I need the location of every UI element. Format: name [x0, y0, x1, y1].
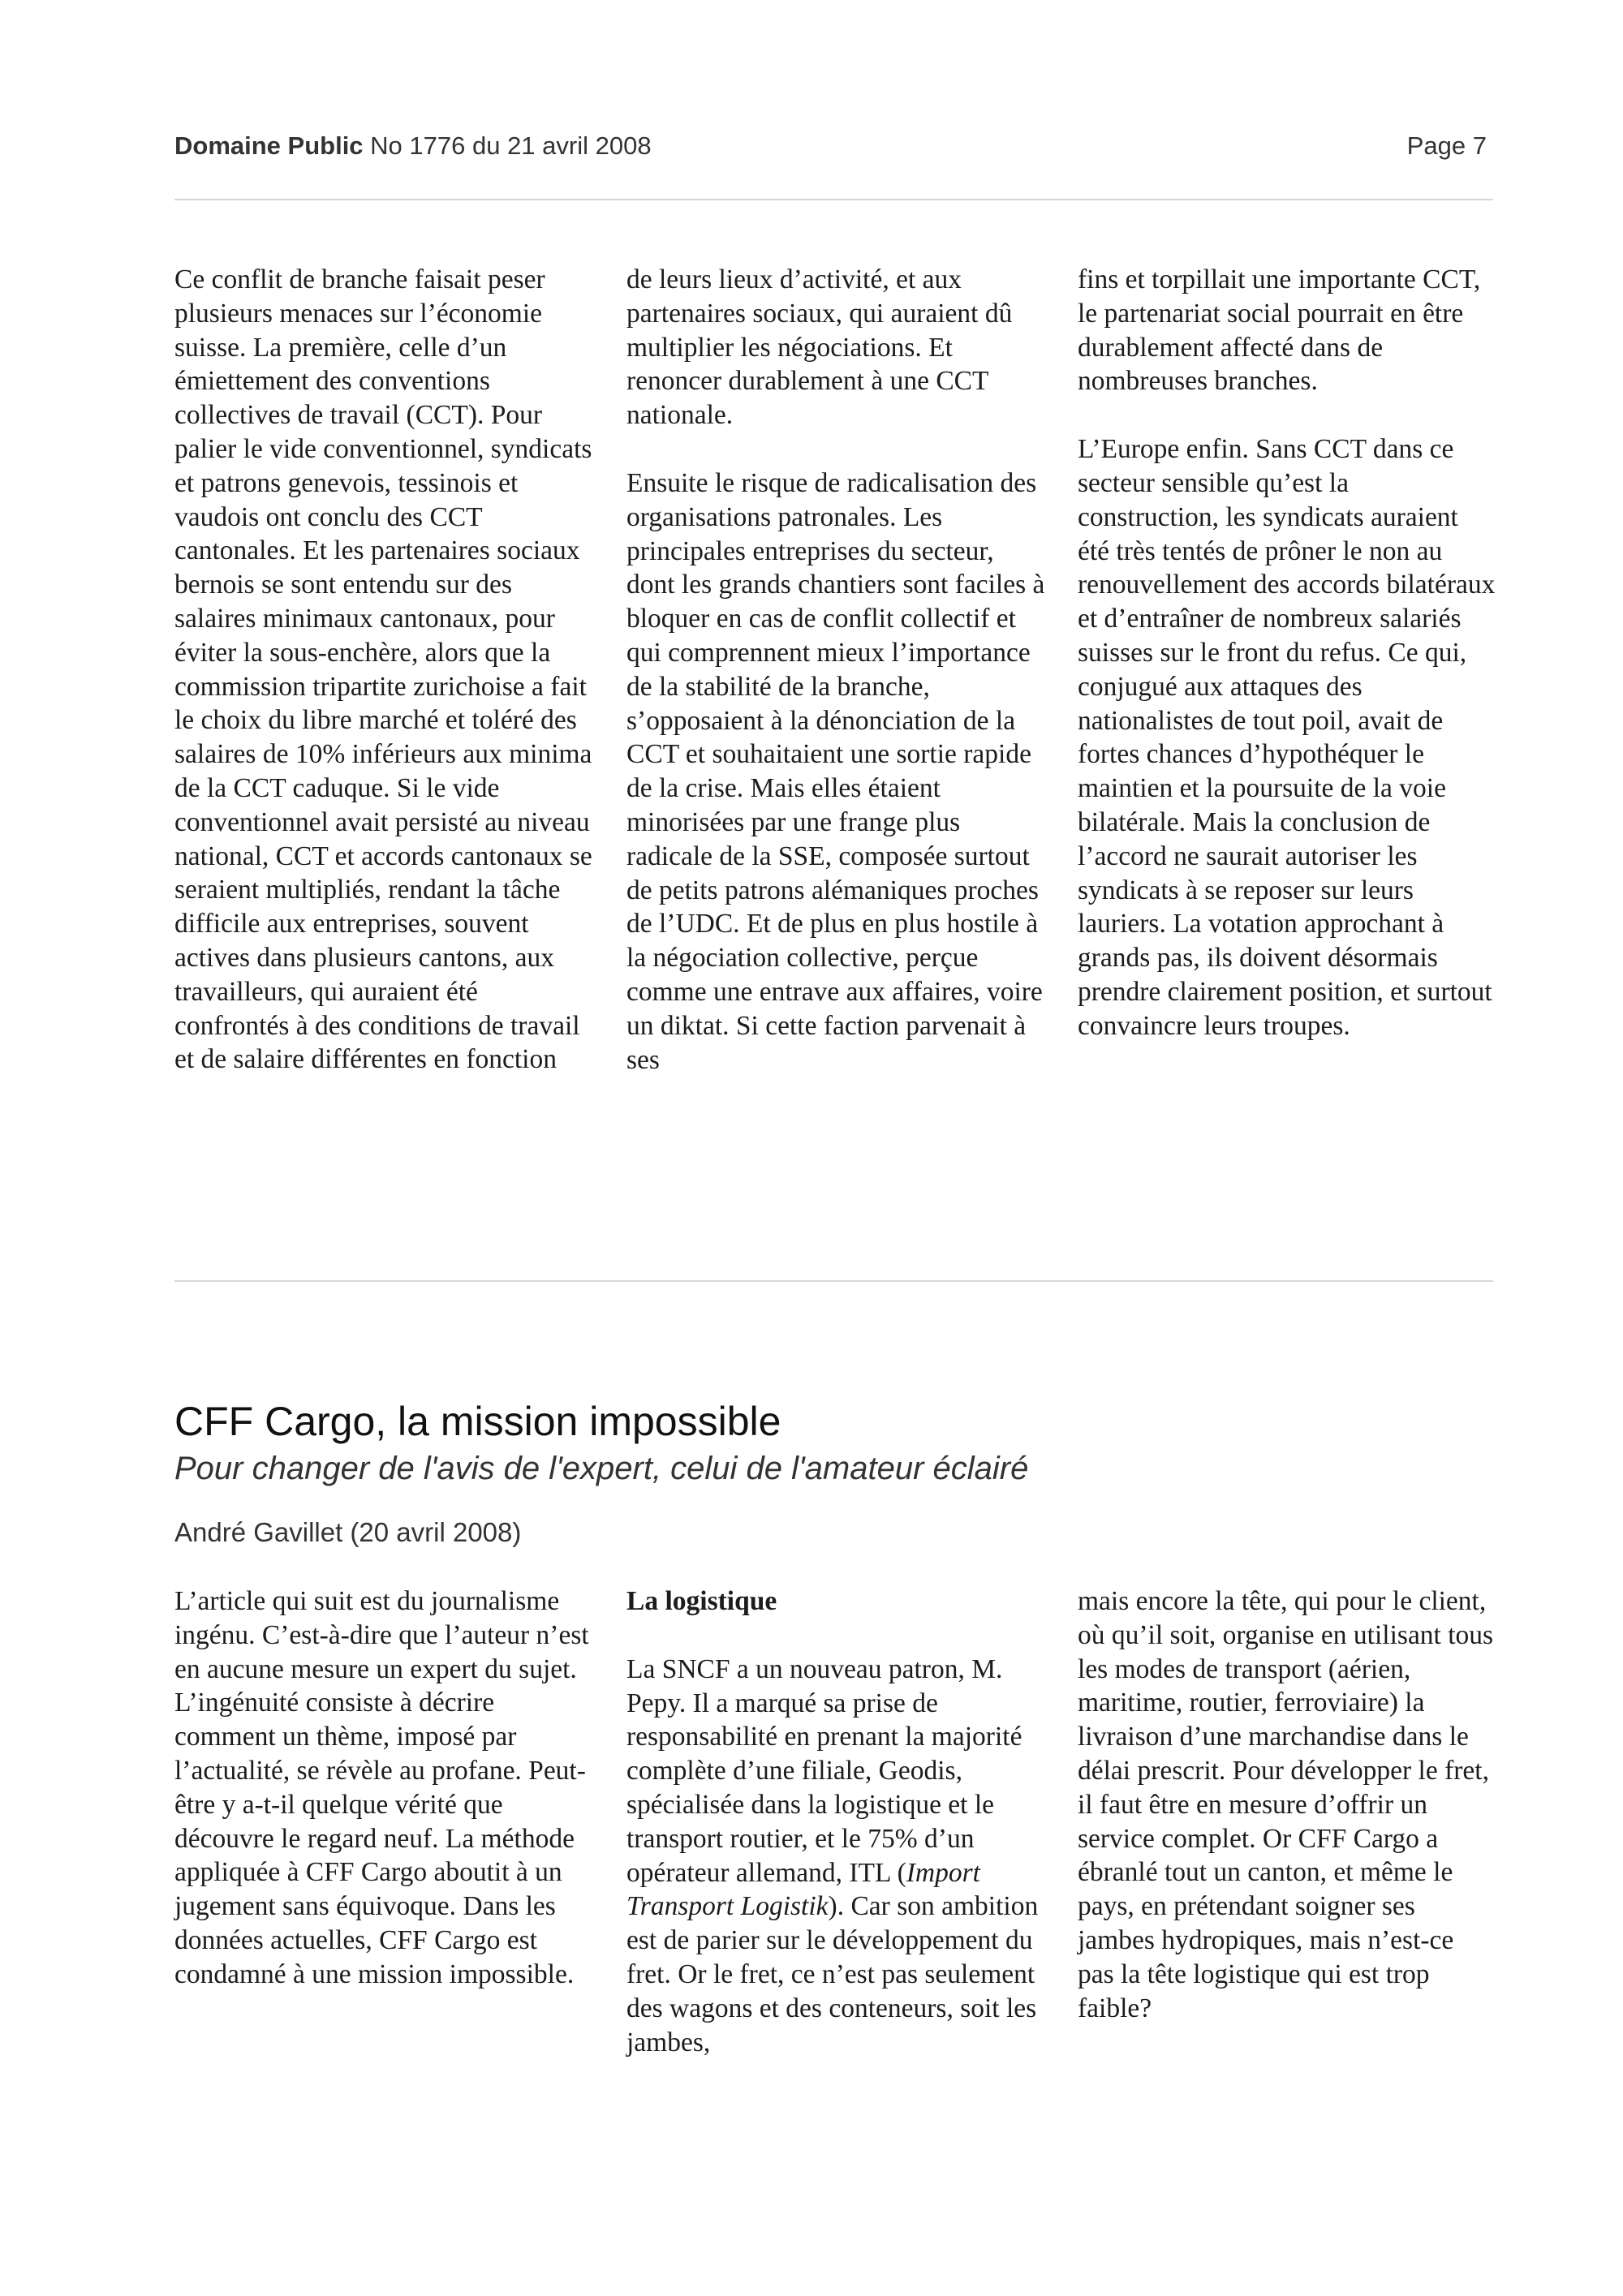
article1-column-2 — [626, 263, 1048, 1077]
article-divider — [174, 1280, 1493, 1282]
article1-col2-paragraph-1: de leurs lieux d’activité, et aux partenaires sociaux, qui auraient dû multiplier les négociations. Et renoncer durablement à une CCT nationale. — [626, 264, 1013, 431]
article1-col3-paragraph-1: fins et torpillait une importante CCT, le partenariat social pourrait en être durablement affecté dans de nombreuses branches. — [1078, 264, 1481, 397]
article-title: CFF Cargo, la mission impossible — [174, 1399, 781, 1444]
article1-column-1 — [174, 263, 596, 1077]
article2-col2-paragraph — [626, 1653, 1048, 2060]
issue-info: No 1776 du 21 avril 2008 — [363, 131, 652, 160]
article2-col1-paragraph: L’article qui suit est du journalisme ingénu. C’est-à-dire que l’auteur n’est en aucune mesure un expert du sujet. L’ingénuité consiste à décrire comment un thème, imposé par l’actualité, se révèle au profane. Peut-être y a-t-il quelque vérité que découvre le regard neuf. La méthode appliquée à CFF Cargo aboutit à un jugement sans équivoque. Dans les données actuelles, CFF Cargo est condamné à une mission impossible. — [174, 1586, 589, 1989]
article-subtitle: Pour changer de l'avis de l'expert, celui de l'amateur éclairé — [174, 1451, 1029, 1486]
page-header — [174, 131, 1493, 168]
article2-column-3 — [1078, 1584, 1496, 2025]
article1-column-3 — [1078, 263, 1496, 1043]
article2-col3-paragraph: mais encore la tête, qui pour le client, où qu’il soit, organise en utilisant tous les modes de transport (aérien, maritime, routier, ferroviaire) la livraison d’une marchandise dans le délai prescrit. Pour développer le fret, il faut être en mesure d’offrir un service complet. Or CFF Cargo a ébranlé tout un canton, et même le pays, en prétendant soigner ses jambes hydropiques, mais n’est-ce pas la tête logistique qui est trop faible? — [1078, 1586, 1494, 2023]
article-byline: André Gavillet (20 avril 2008) — [174, 1517, 522, 1547]
article2-col2-italic-name: Import Transport Logistik — [626, 1857, 980, 1922]
header-divider — [174, 199, 1493, 200]
article1-col3-paragraph-2: L’Europe enfin. Sans CCT dans ce secteur sensible qu’est la construction, les syndicats auraient été très tentés de prôner le non au renouvellement des accords bilatéraux et d’entraîner de nombreux salariés suisses sur le front du refus. Ce qui, conjugué aux attaques des nationalistes de tout poil, avait de fortes chances d’hypothéquer le maintien et la poursuite de la voie bilatérale. Mais la conclusion de l’accord ne saurait autoriser les syndicats à se reposer sur leurs lauriers. La votation approchant à grands pas, ils doivent désormais prendre clairement position, et surtout convaincre leurs troupes. — [1078, 434, 1496, 1041]
article2-column-1 — [174, 1584, 596, 1992]
page-number: Page 7 — [1406, 131, 1487, 160]
publication-name: Domaine Public — [174, 131, 364, 160]
article2-column-2 — [626, 1584, 1048, 2059]
article1-col1-paragraph: Ce conflit de branche faisait peser plusieurs menaces sur l’économie suisse. La première, celle d’un émiettement des conventions collectives de travail (CCT). Pour palier le vide conventionnel, syndicats et patrons genevois, tessinois et vaudois ont conclu des CCT cantonales. Et les partenaires sociaux bernois se sont entendu sur des salaires minimaux cantonaux, pour éviter la sous-enchère, alors que la commission tripartite zurichoise a fait le choix du libre marché et toléré des salaires de 10% inférieurs aux minima de la CCT caduque. Si le vide conventionnel avait persisté au niveau national, CCT et accords cantonaux se seraient multipliés, rendant la tâche difficile aux entreprises, souvent actives dans plusieurs cantons, aux travailleurs, qui auraient été confrontés à des conditions de travail et de salaire différentes en fonction — [174, 264, 592, 1075]
article2-col2-text-b: ). Car son ambition est de parier sur le développement du fret. Or le fret, ce n’est pas seulement des wagons et des conteneurs, soit les jambes, — [626, 1891, 1039, 2057]
article1-col2-paragraph-2: Ensuite le risque de radicalisation des organisations patronales. Les principales entreprises du secteur, dont les grands chantiers sont faciles à bloquer en cas de conflit collectif et qui comprennent mieux l’importance de la stabilité de la branche, s’opposaient à la dénonciation de la CCT et souhaitaient une sortie rapide de la crise. Mais elles étaient minorisées par une frange plus radicale de la SSE, composée surtout de petits patrons alémaniques proches de l’UDC. Et de plus en plus hostile à la négociation collective, perçue comme une entrave aux affaires, voire un diktat. Si cette faction parvenait à ses — [626, 467, 1045, 1075]
article2-col2-text-a: La SNCF a un nouveau patron, M. Pepy. Il a marqué sa prise de responsabilité en prenant la majorité complète d’une filiale, Geodis, spécialisée dans la logistique et le transport routier, et le 75% d’un opérateur allemand, ITL ( — [626, 1653, 1022, 1888]
section-subheading: La logistique — [626, 1586, 777, 1616]
